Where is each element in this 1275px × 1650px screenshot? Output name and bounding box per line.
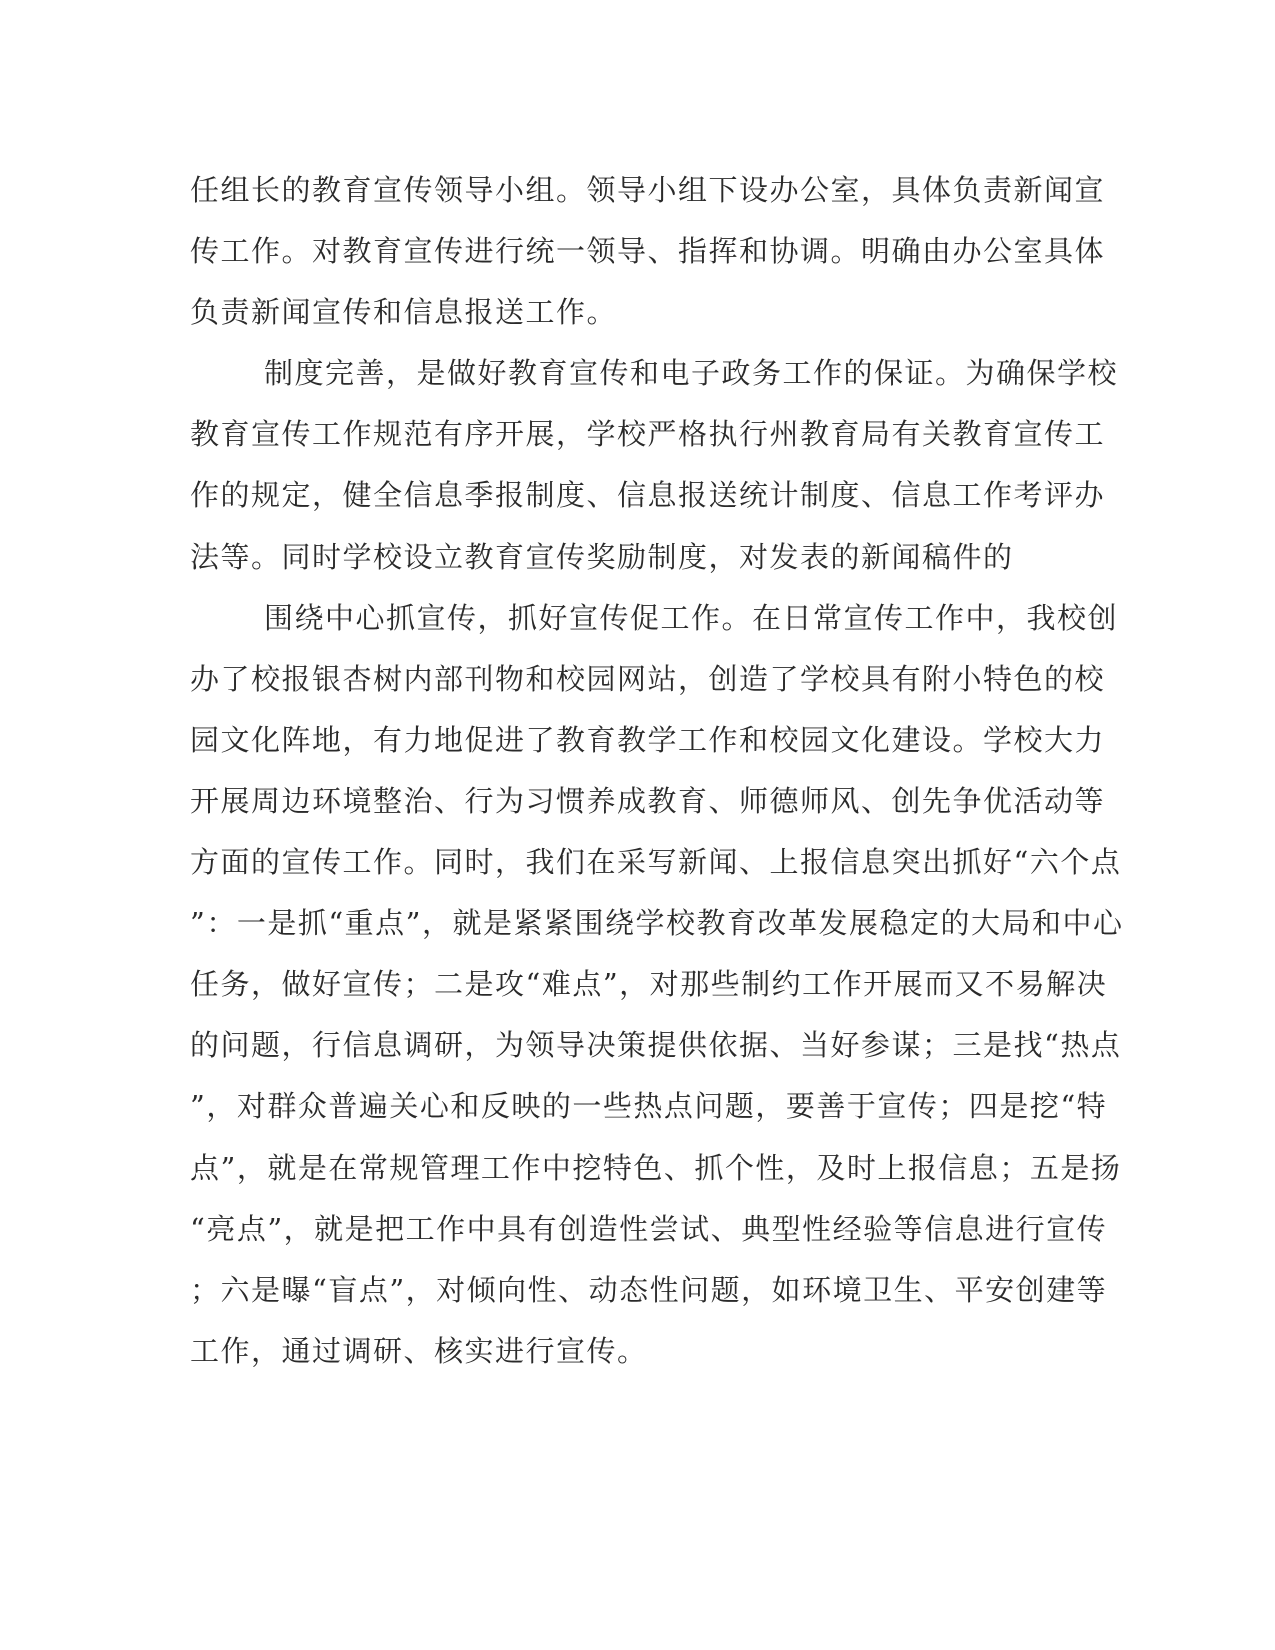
text-line: 法等。同时学校设立教育宣传奖励制度，对发表的新闻稿件的 — [190, 539, 1014, 574]
text-line: 工作，通过调研、核实进行宣传。 — [190, 1333, 648, 1368]
text-line: 负责新闻宣传和信息报送工作。 — [190, 295, 618, 330]
text-line: 开展周边环境整治、行为习惯养成教育、师德师风、创先争优活动等 — [190, 783, 1106, 818]
text-line: “亮点”，就是把工作中具有创造性尝试、典型性经验等信息进行宣传 — [190, 1211, 1108, 1246]
text-line: 围绕中心抓宣传，抓好宣传促工作。在日常宣传工作中，我校创 — [264, 600, 1119, 635]
text-line: ”，对群众普遍关心和反映的一些热点问题，要善于宣传；四是挖“特 — [190, 1089, 1108, 1124]
text-line: 园文化阵地，有力地促进了教育教学工作和校园文化建设。学校大力 — [190, 722, 1106, 757]
text-line: ；六是曝“盲点”，对倾向性、动态性问题，如环境卫生、平安创建等 — [190, 1272, 1108, 1307]
text-line: 方面的宣传工作。同时，我们在采写新闻、上报信息突出抓好“六个点 — [190, 845, 1122, 880]
text-line: 点”，就是在常规管理工作中挖特色、抓个性，及时上报信息；五是扬 — [190, 1150, 1122, 1185]
text-line: 任组长的教育宣传领导小组。领导小组下设办公室，具体负责新闻宣 — [190, 173, 1106, 207]
text-line: 传工作。对教育宣传进行统一领导、指挥和协调。明确由办公室具体 — [190, 234, 1106, 269]
text-line: 教育宣传工作规范有序开展，学校严格执行州教育局有关教育宣传工 — [190, 417, 1106, 452]
text-line: 制度完善，是做好教育宣传和电子政务工作的保证。为确保学校 — [264, 356, 1119, 391]
text-line: 任务，做好宣传；二是攻“难点”，对那些制约工作开展而又不易解决 — [190, 967, 1108, 1002]
body-text — [190, 160, 1124, 1382]
text-line: 作的规定，健全信息季报制度、信息报送统计制度、信息工作考评办 — [190, 478, 1106, 513]
text-line: 的问题，行信息调研，为领导决策提供依据、当好参谋；三是找“热点 — [190, 1028, 1122, 1063]
text-line: ”：一是抓“重点”，就是紧紧围绕学校教育改革发展稳定的大局和中心 — [190, 906, 1124, 941]
text-line: 办了校报银杏树内部刊物和校园网站，创造了学校具有附小特色的校 — [190, 661, 1106, 696]
